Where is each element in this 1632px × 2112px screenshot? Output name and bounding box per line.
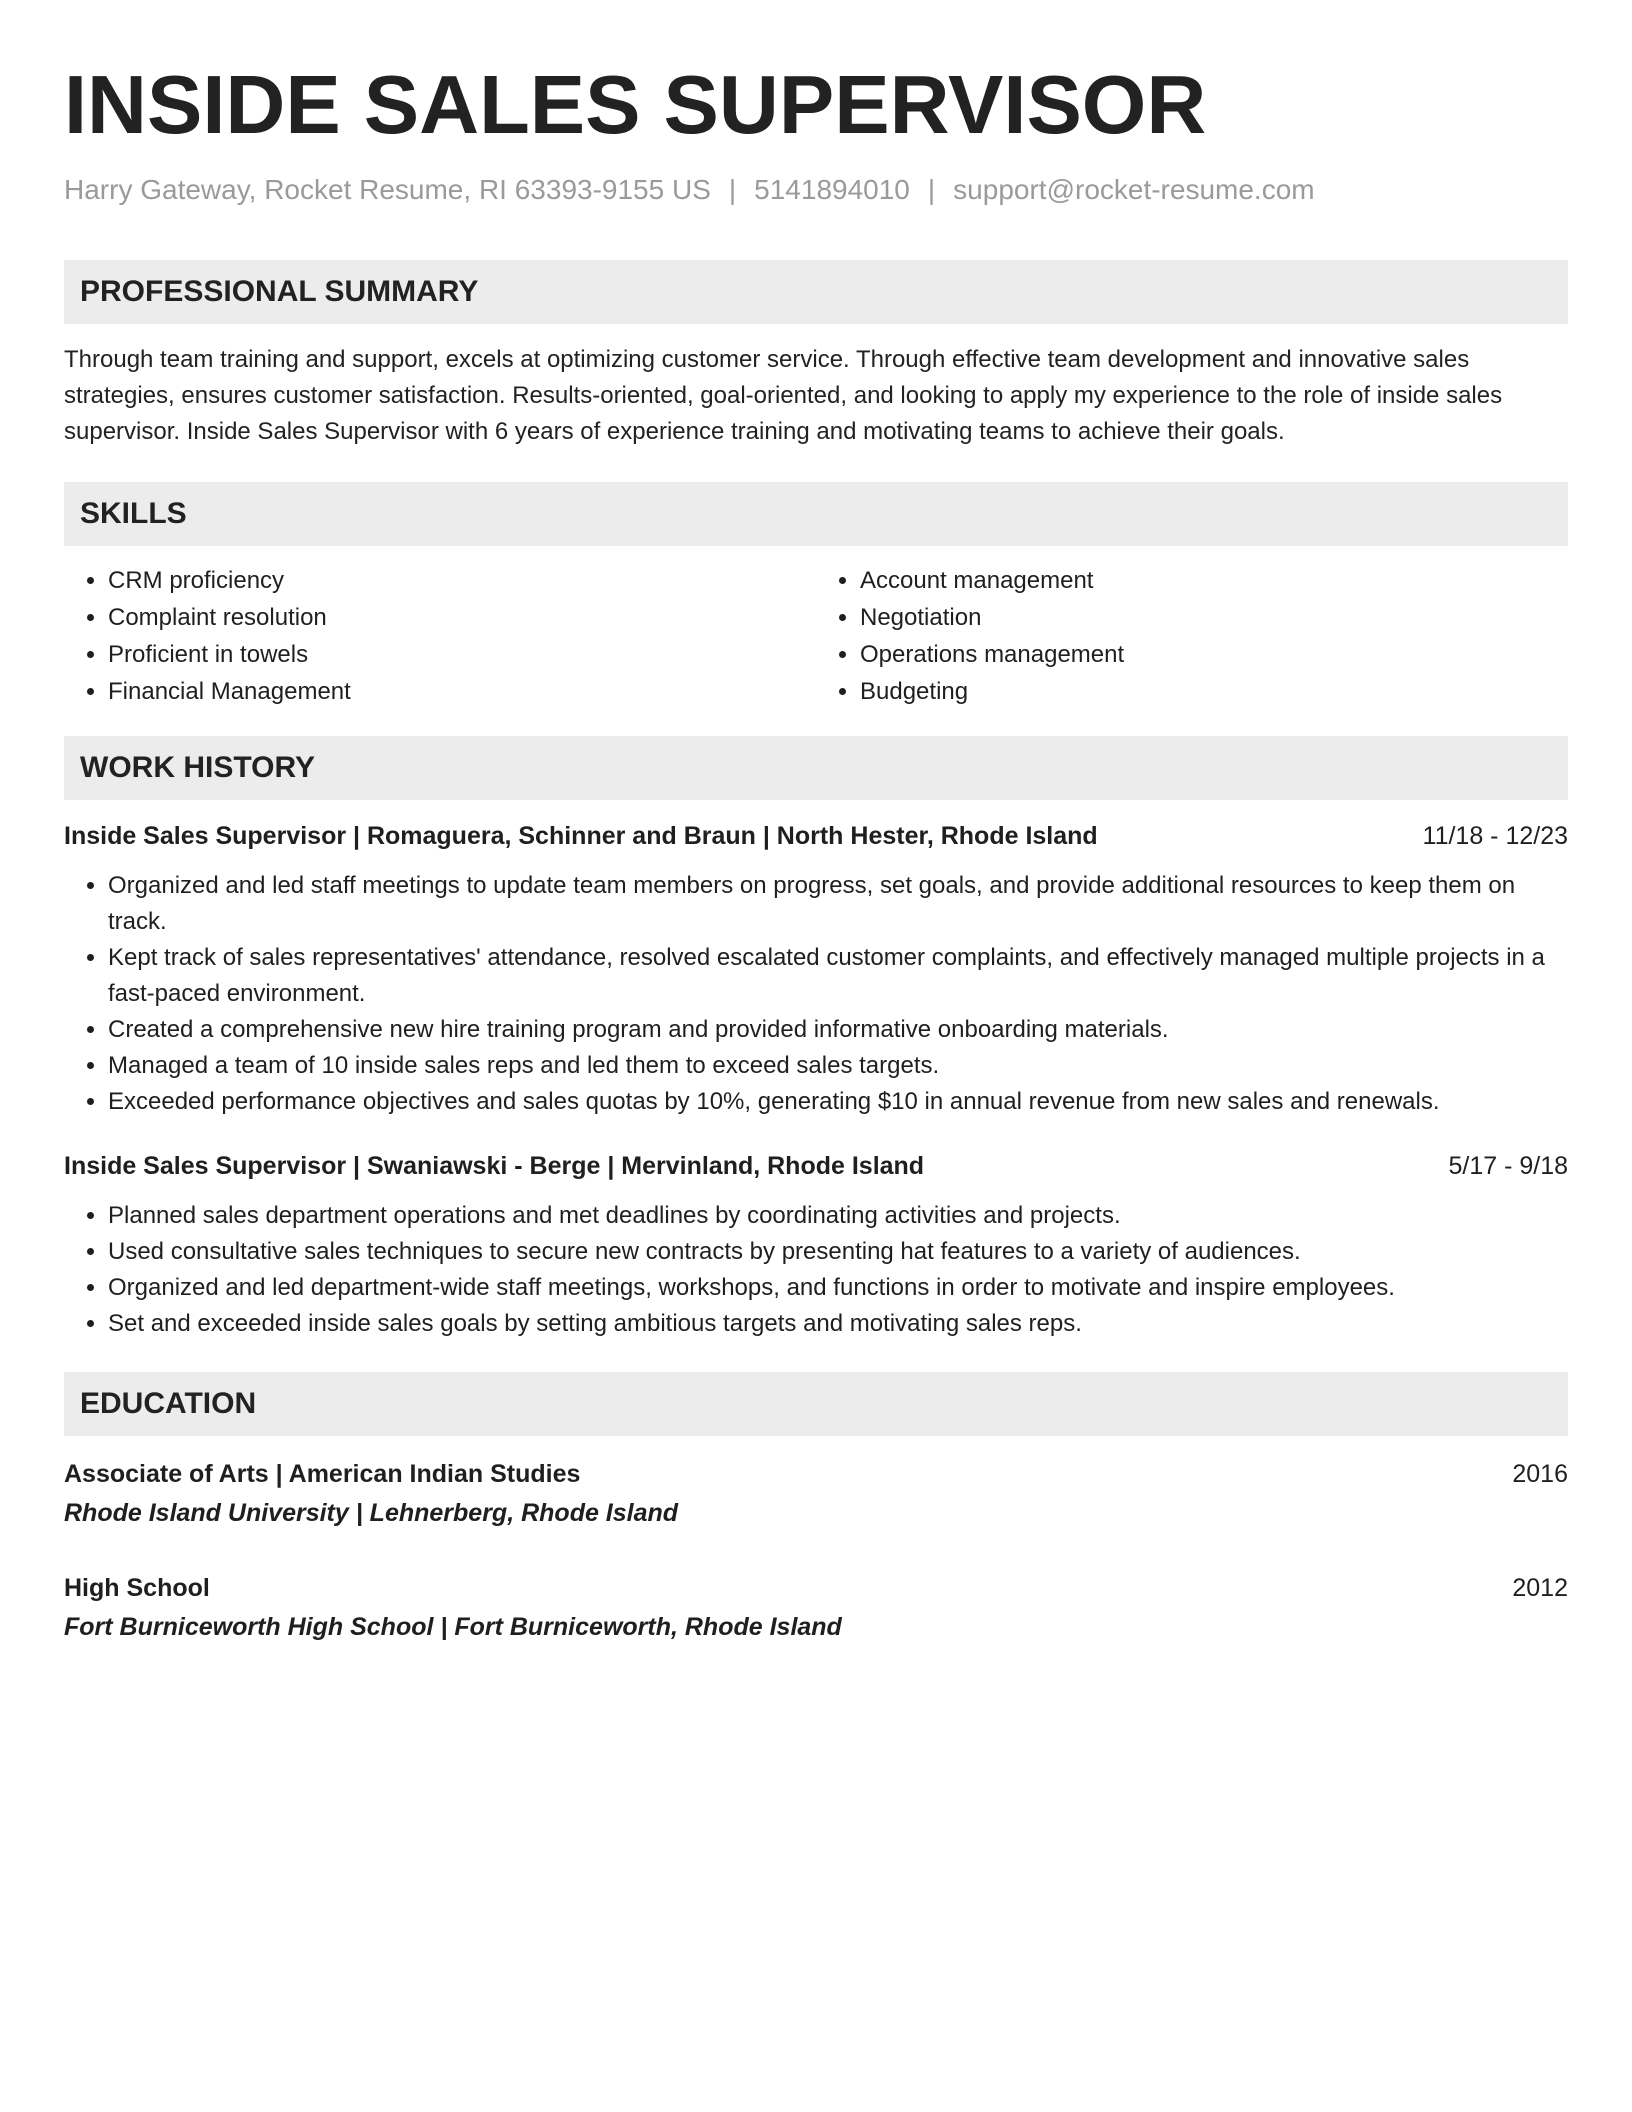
job-bullets (64, 868, 1568, 1120)
skill-item: • Account management (860, 562, 1568, 599)
contact-separator: | (927, 174, 936, 205)
skill-item: • Complaint resolution (108, 599, 816, 636)
job-bullet: • Created a comprehensive new hire training program and provided informative onboarding materials. (108, 1012, 1568, 1048)
contact-separator: | (728, 174, 737, 205)
job-bullet: • Kept track of sales representatives' attendance, resolved escalated customer complaints, and effectively managed multiple projects in a fast-paced environment. (108, 940, 1568, 1012)
resume-title: INSIDE SALES SUPERVISOR (64, 58, 1207, 151)
education-school: Rhode Island University | Lehnerberg, Rhode Island (64, 1499, 679, 1527)
skill-item: • Proficient in towels (108, 636, 816, 673)
job-title: Inside Sales Supervisor | Swaniawski - Berge | Mervinland, Rhode Island (64, 1152, 925, 1180)
job-header (64, 1148, 1568, 1184)
skills-column-left (64, 562, 816, 710)
contact-line (64, 172, 1568, 208)
job-dates: 5/17 - 9/18 (1448, 1152, 1568, 1180)
contact-phone: 5141894010 (754, 174, 910, 205)
skills-column-right (816, 562, 1568, 710)
job-bullet: • Organized and led department-wide staff meetings, workshops, and functions in order to motivate and inspire employees. (108, 1270, 1568, 1306)
education-school: Fort Burniceworth High School | Fort Burniceworth, Rhode Island (64, 1613, 842, 1641)
skills-list (64, 562, 1568, 710)
job-entry (64, 1148, 1568, 1342)
section-heading-summary: PROFESSIONAL SUMMARY (64, 260, 1568, 324)
section-heading-education: EDUCATION (64, 1372, 1568, 1436)
job-bullet: • Planned sales department operations and met deadlines by coordinating activities and projects. (108, 1198, 1568, 1234)
education-year: 2016 (1512, 1460, 1568, 1488)
section-heading-skills: SKILLS (64, 482, 1568, 546)
job-header (64, 818, 1568, 854)
job-bullet: • Used consultative sales techniques to secure new contracts by presenting hat features to a variety of audiences. (108, 1234, 1568, 1270)
skill-item: • Budgeting (860, 673, 1568, 710)
contact-address: Harry Gateway, Rocket Resume, RI 63393-9155 US (64, 174, 711, 205)
job-bullet: • Managed a team of 10 inside sales reps and led them to exceed sales targets. (108, 1048, 1568, 1084)
education-degree: High School (64, 1574, 210, 1602)
education-degree: Associate of Arts | American Indian Studies (64, 1460, 581, 1488)
education-header (64, 1570, 1568, 1606)
job-bullet: • Exceeded performance objectives and sales quotas by 10%, generating $10 in annual revenue from new sales and renewals. (108, 1084, 1568, 1120)
section-heading-work-history: WORK HISTORY (64, 736, 1568, 800)
contact-email: support@rocket-resume.com (953, 174, 1315, 205)
job-dates: 11/18 - 12/23 (1422, 822, 1568, 850)
education-year: 2012 (1512, 1574, 1568, 1602)
skill-item: • CRM proficiency (108, 562, 816, 599)
job-bullet: • Organized and led staff meetings to update team members on progress, set goals, and provide additional resources to keep them on track. (108, 868, 1568, 940)
skill-item: • Negotiation (860, 599, 1568, 636)
job-bullets (64, 1198, 1568, 1342)
job-bullet: • Set and exceeded inside sales goals by setting ambitious targets and motivating sales reps. (108, 1306, 1568, 1342)
education-header (64, 1456, 1568, 1492)
job-entry (64, 818, 1568, 1120)
education-entry (64, 1570, 1568, 1646)
skill-item: • Operations management (860, 636, 1568, 673)
education-entry (64, 1456, 1568, 1532)
skill-item: • Financial Management (108, 673, 816, 710)
job-title: Inside Sales Supervisor | Romaguera, Schinner and Braun | North Hester, Rhode Island (64, 822, 1098, 850)
summary-text: Through team training and support, excels at optimizing customer service. Through effective team development and innovative sales strategies, ensures customer satisfaction. Results-oriented, goal-oriented, and looking to apply my experience to the role of inside sales supervisor. Inside Sales Supervisor with 6 years of experience training and motivating teams to achieve their goals. (64, 346, 1503, 445)
